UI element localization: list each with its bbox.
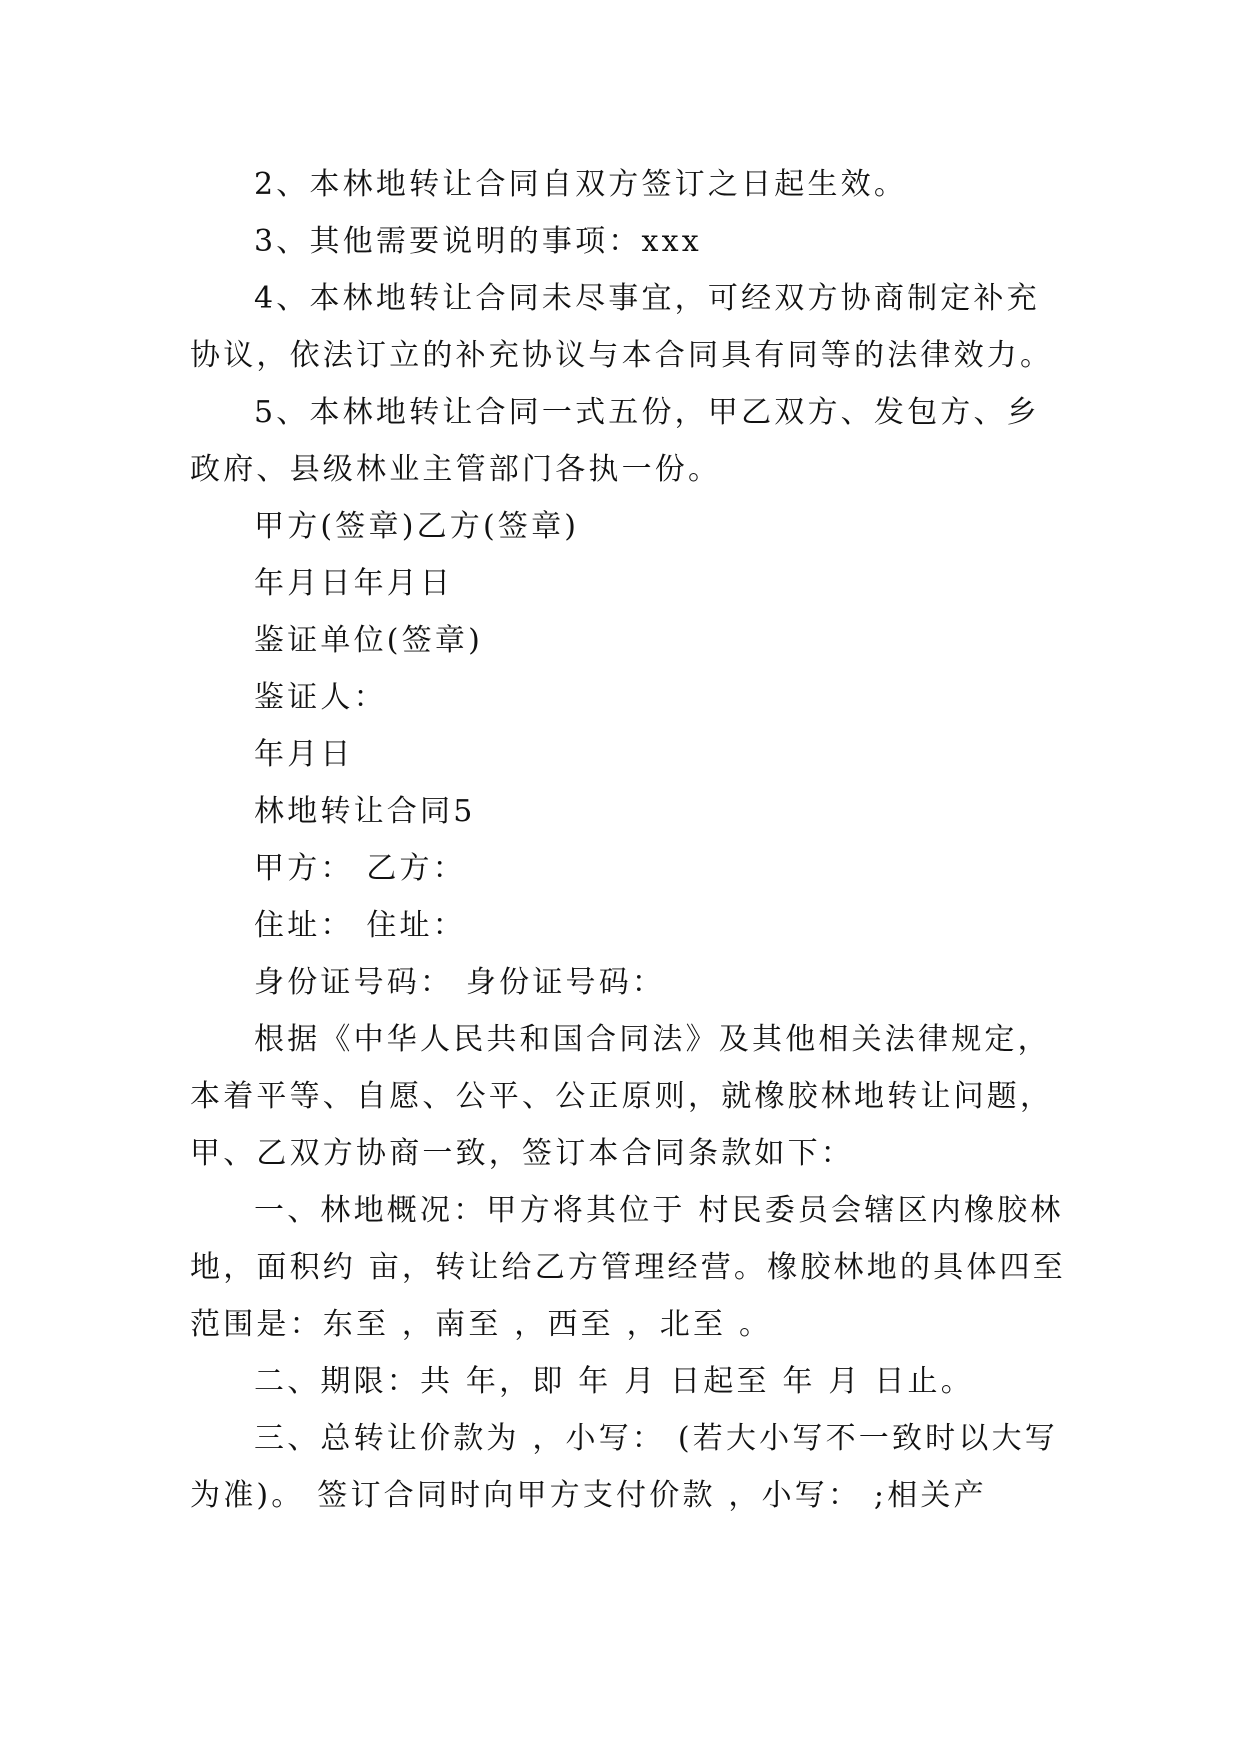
clause-supplementary-agreement: 4、本林地转让合同未尽事宜，可经双方协商制定补充协议，依法订立的补充协议与本合同具有同等的法律效力。	[190, 281, 1054, 373]
verification-unit: 鉴证单位(签章)	[254, 623, 484, 658]
verifier: 鉴证人：	[254, 680, 387, 715]
clause-price: 三、总转让价款为 ，小写： (若大小写不一致时以大写为准)。 签订合同时向甲方支付价款 ，小写： ;相关产	[190, 1421, 1058, 1513]
document-body	[190, 156, 1070, 1524]
clause-effective-date: 2、本林地转让合同自双方签订之日起生效。	[254, 167, 908, 202]
clause-copies: 5、本林地转让合同一式五份，甲乙双方、发包方、乡政府、县级林业主管部门各执一份。	[190, 395, 1040, 487]
clause-other-matters: 3、其他需要说明的事项：xxx	[254, 224, 702, 259]
contract-title: 林地转让合同5	[254, 794, 476, 829]
party-addresses: 住址： 住址：	[254, 908, 466, 943]
party-names: 甲方： 乙方：	[254, 851, 466, 886]
party-id-numbers: 身份证号码： 身份证号码：	[254, 965, 666, 1000]
verification-date: 年月日	[254, 737, 354, 772]
contract-preamble: 根据《中华人民共和国合同法》及其他相关法律规定，本着平等、自愿、公平、公正原则，就橡胶林地转让问题，甲、乙双方协商一致，签订本合同条款如下：	[190, 1022, 1054, 1171]
signature-parties: 甲方(签章)乙方(签章)	[254, 509, 580, 544]
clause-forest-overview: 一、林地概况：甲方将其位于 村民委员会辖区内橡胶林地，面积约 亩，转让给乙方管理经营。橡胶林地的具体四至范围是：东至 ，南至 ，西至 ，北至 。	[190, 1193, 1066, 1342]
signature-dates: 年月日年月日	[254, 566, 454, 601]
clause-term: 二、期限：共 年，即 年 月 日起至 年 月 日止。	[254, 1364, 974, 1399]
